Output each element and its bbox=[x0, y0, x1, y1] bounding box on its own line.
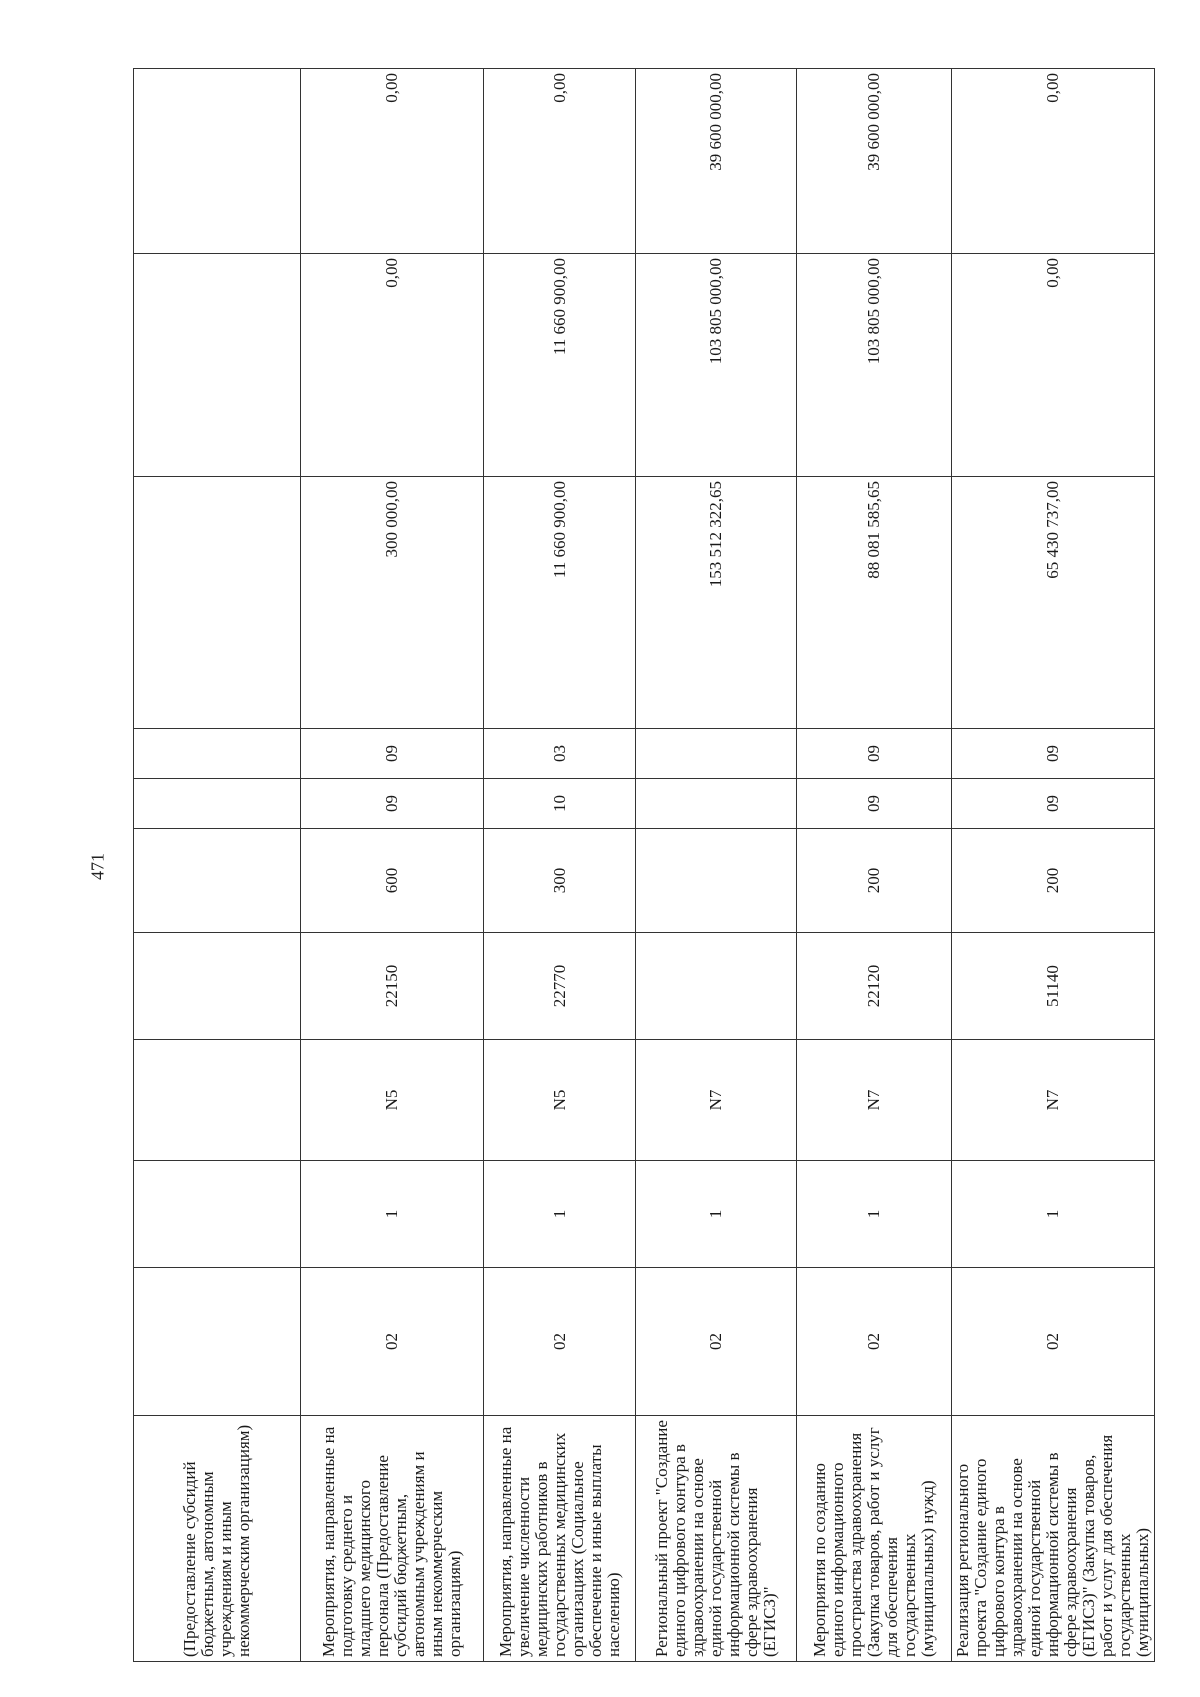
subprogram-code: 1 bbox=[484, 1161, 636, 1268]
amount-3: 0,00 bbox=[952, 69, 1155, 254]
subprogram-code: 1 bbox=[952, 1161, 1155, 1268]
section-code bbox=[134, 779, 301, 829]
amount-2: 0,00 bbox=[301, 254, 484, 477]
direction-code: 51140 bbox=[952, 933, 1155, 1040]
project-code: N7 bbox=[636, 1040, 797, 1161]
subsection-code: 03 bbox=[484, 729, 636, 779]
expense-type-code: 200 bbox=[797, 829, 952, 933]
program-code: 02 bbox=[301, 1268, 484, 1416]
section-code bbox=[636, 779, 797, 829]
row-description: Реализация регионального проекта "Создание единого цифрового контура в здравоохранении на основе единой государственной информационной системы в сфере здравоохранения (ЕГИСЗ)" (Закупка товаров, работ и услуг для обеспечения государственных (муниципальных) bbox=[952, 1416, 1155, 1662]
section-code: 09 bbox=[952, 779, 1155, 829]
subprogram-code bbox=[134, 1161, 301, 1268]
expense-type-code bbox=[636, 829, 797, 933]
amount-3: 0,00 bbox=[301, 69, 484, 254]
amount-1 bbox=[134, 477, 301, 729]
subsection-code: 09 bbox=[301, 729, 484, 779]
direction-code bbox=[134, 933, 301, 1040]
project-code: N7 bbox=[952, 1040, 1155, 1161]
table-row bbox=[797, 69, 952, 1662]
amount-1: 65 430 737,00 bbox=[952, 477, 1155, 729]
section-code: 10 bbox=[484, 779, 636, 829]
table-row bbox=[952, 69, 1155, 1662]
amount-1: 88 081 585,65 bbox=[797, 477, 952, 729]
subprogram-code: 1 bbox=[301, 1161, 484, 1268]
row-description: Мероприятия, направленные на подготовку среднего и младшего медицинского персонала (Предоставление субсидий бюджетным, автономным учреждениям и иным некоммерческим организациям) bbox=[301, 1416, 484, 1662]
project-code: N7 bbox=[797, 1040, 952, 1161]
amount-2 bbox=[134, 254, 301, 477]
page-number: 471 bbox=[87, 853, 108, 880]
program-code: 02 bbox=[484, 1268, 636, 1416]
direction-code: 22120 bbox=[797, 933, 952, 1040]
subprogram-code: 1 bbox=[636, 1161, 797, 1268]
expense-type-code: 300 bbox=[484, 829, 636, 933]
section-code: 09 bbox=[797, 779, 952, 829]
row-description: (Предоставление субсидий бюджетным, автономным учреждениям и иным некоммерческим организациям) bbox=[134, 1416, 301, 1662]
table-row bbox=[301, 69, 484, 1662]
subprogram-code: 1 bbox=[797, 1161, 952, 1268]
amount-2: 103 805 000,00 bbox=[636, 254, 797, 477]
amount-1: 11 660 900,00 bbox=[484, 477, 636, 729]
amount-1: 300 000,00 bbox=[301, 477, 484, 729]
amount-3: 39 600 000,00 bbox=[797, 69, 952, 254]
program-code bbox=[134, 1268, 301, 1416]
row-description: Мероприятия по созданию единого информационного пространства здравоохранения (Закупка товаров, работ и услуг для обеспечения государственных (муниципальных) нужд) bbox=[797, 1416, 952, 1662]
table-row bbox=[484, 69, 636, 1662]
section-code: 09 bbox=[301, 779, 484, 829]
direction-code: 22770 bbox=[484, 933, 636, 1040]
amount-1: 153 512 322,65 bbox=[636, 477, 797, 729]
amount-3: 39 600 000,00 bbox=[636, 69, 797, 254]
subsection-code bbox=[636, 729, 797, 779]
amount-3 bbox=[134, 69, 301, 254]
table-row bbox=[636, 69, 797, 1662]
direction-code: 22150 bbox=[301, 933, 484, 1040]
row-description: Региональный проект "Создание единого цифрового контура в здравоохранении на основе единой государственной информационной системы в сфере здравоохранения (ЕГИСЗ)" bbox=[636, 1416, 797, 1662]
program-code: 02 bbox=[636, 1268, 797, 1416]
amount-2: 103 805 000,00 bbox=[797, 254, 952, 477]
row-description: Мероприятия, направленные на увеличение численности медицинских работников в государственных медицинских организациях (Социальное обеспечение и иные выплаты населению) bbox=[484, 1416, 636, 1662]
subsection-code: 09 bbox=[952, 729, 1155, 779]
program-code: 02 bbox=[797, 1268, 952, 1416]
table-row bbox=[134, 69, 301, 1662]
amount-2: 11 660 900,00 bbox=[484, 254, 636, 477]
amount-3: 0,00 bbox=[484, 69, 636, 254]
project-code: N5 bbox=[301, 1040, 484, 1161]
project-code: N5 bbox=[484, 1040, 636, 1161]
expense-type-code: 200 bbox=[952, 829, 1155, 933]
rotated-page bbox=[133, 69, 1152, 1662]
expense-type-code bbox=[134, 829, 301, 933]
direction-code bbox=[636, 933, 797, 1040]
subsection-code: 09 bbox=[797, 729, 952, 779]
budget-table bbox=[133, 68, 1155, 1662]
subsection-code bbox=[134, 729, 301, 779]
program-code: 02 bbox=[952, 1268, 1155, 1416]
amount-2: 0,00 bbox=[952, 254, 1155, 477]
expense-type-code: 600 bbox=[301, 829, 484, 933]
project-code bbox=[134, 1040, 301, 1161]
